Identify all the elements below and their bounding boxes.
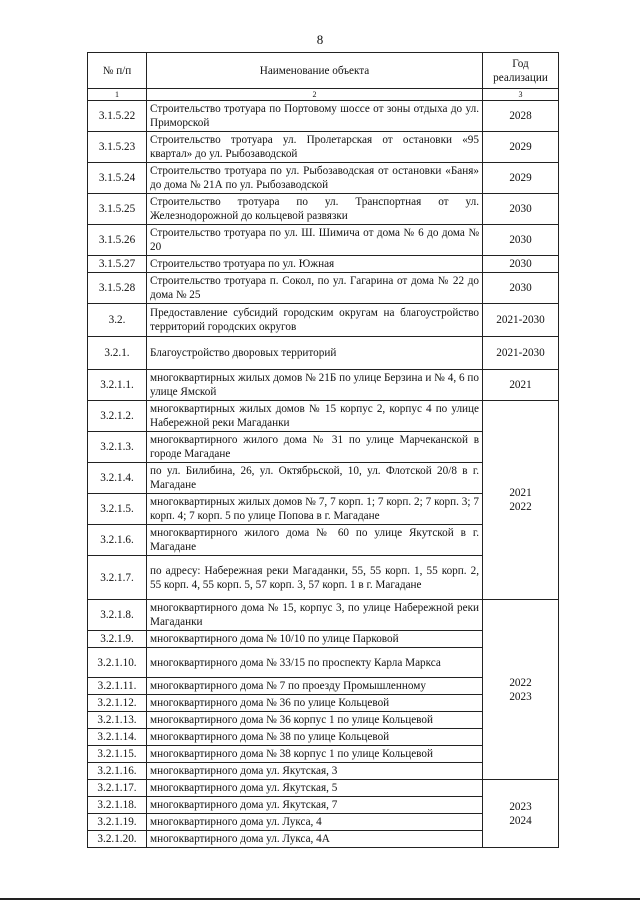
row-object-name: Строительство тротуара ул. Пролетарская от остановки «95 квартал» до ул. Рыбозаводской [147, 132, 483, 163]
table-row [88, 194, 559, 225]
section-row [88, 337, 559, 370]
table-row [88, 401, 559, 432]
row-number: 3.2.1.5. [88, 494, 147, 525]
row-number: 3.2.1.6. [88, 525, 147, 556]
row-number: 3.2.1.14. [88, 729, 147, 746]
row-number: 3.1.5.22 [88, 101, 147, 132]
row-number: 3.1.5.24 [88, 163, 147, 194]
column-number-1: 1 [88, 89, 147, 101]
row-number: 3.2.1.11. [88, 678, 147, 695]
row-number: 3.2.1.10. [88, 648, 147, 678]
row-object-name: многоквартирного дома ул. Якутская, 3 [147, 763, 483, 780]
row-object-name: по ул. Билибина, 26, ул. Октябрьской, 10, ул. Флотской 20/8 в г. Магадане [147, 463, 483, 494]
row-year: 2021 [483, 370, 559, 401]
row-object-name: Строительство тротуара по ул. Рыбозаводская от остановки «Баня» до дома № 21А по ул. Рыбозаводской [147, 163, 483, 194]
group-year-end: 2022 [509, 501, 532, 513]
row-number: 3.2.1.12. [88, 695, 147, 712]
page-number: 8 [316, 32, 324, 47]
row-object-name: многоквартирного жилого дома № 31 по улице Марчеканской в городе Магадане [147, 432, 483, 463]
row-number: 3.2.1.3. [88, 432, 147, 463]
row-number: 3.2.1.7. [88, 556, 147, 600]
row-object-name: многоквартирного дома ул. Лукса, 4А [147, 831, 483, 848]
row-number: 3.2.1.15. [88, 746, 147, 763]
row-object-name: многоквартирного дома ул. Якутская, 5 [147, 780, 483, 797]
header-number: № п/п [88, 53, 147, 89]
subsection-years: 2021-2030 [483, 337, 559, 370]
row-number: 3.2.1.18. [88, 797, 147, 814]
page-bottom-rule [0, 898, 640, 900]
subsection-title: Благоустройство дворовых территорий [147, 337, 483, 370]
table-row [88, 780, 559, 797]
row-object-name: многоквартирного дома № 38 корпус 1 по улице Кольцевой [147, 746, 483, 763]
row-object-name: многоквартирного дома № 7 по проезду Промышленному [147, 678, 483, 695]
row-number: 3.2.1.1. [88, 370, 147, 401]
row-number: 3.2.1.20. [88, 831, 147, 848]
row-year: 2030 [483, 194, 559, 225]
row-number: 3.1.5.27 [88, 256, 147, 273]
header-year: Год реализации [483, 53, 559, 89]
column-number-2: 2 [147, 89, 483, 101]
table-row [88, 273, 559, 304]
subsection-number: 3.2.1. [88, 337, 147, 370]
row-number: 3.2.1.8. [88, 600, 147, 631]
row-object-name: многоквартирного дома ул. Лукса, 4 [147, 814, 483, 831]
row-object-name: Строительство тротуара п. Сокол, по ул. Гагарина от дома № 22 до дома № 25 [147, 273, 483, 304]
table-row [88, 600, 559, 631]
row-number: 3.2.1.19. [88, 814, 147, 831]
table-row [88, 101, 559, 132]
group-year-start: 2021 [509, 487, 532, 499]
column-number-3: 3 [483, 89, 559, 101]
group-year-start: 2022 [509, 676, 532, 689]
row-number: 3.2.1.17. [88, 780, 147, 797]
table-row [88, 370, 559, 401]
section-row [88, 304, 559, 337]
row-number: 3.1.5.23 [88, 132, 147, 163]
section-years: 2021-2030 [483, 304, 559, 337]
row-object-name: Строительство тротуара по ул. Транспортная от ул. Железнодорожной до кольцевой развязки [147, 194, 483, 225]
section-number: 3.2. [88, 304, 147, 337]
group-year-end: 2024 [509, 814, 532, 827]
row-number: 3.1.5.28 [88, 273, 147, 304]
row-object-name: по адресу: Набережная реки Магаданки, 55, 55 корп. 1, 55 корп. 2, 55 корп. 4, 55 корп. 5, 57 корп. 3, 57 корп. 1 в г. Магадане [147, 556, 483, 600]
row-object-name: многоквартирного жилого дома № 60 по улице Якутской в г. Магадане [147, 525, 483, 556]
group-year-start: 2023 [509, 800, 532, 813]
row-year: 2029 [483, 163, 559, 194]
row-year: 2030 [483, 256, 559, 273]
row-year: 2029 [483, 132, 559, 163]
row-number: 3.2.1.4. [88, 463, 147, 494]
row-object-name: многоквартирного дома № 10/10 по улице Парковой [147, 631, 483, 648]
row-year: 2030 [483, 225, 559, 256]
row-number: 3.2.1.2. [88, 401, 147, 432]
row-number: 3.1.5.26 [88, 225, 147, 256]
row-object-name: многоквартирного дома ул. Якутская, 7 [147, 797, 483, 814]
table-header-row [88, 53, 559, 89]
table-row [88, 256, 559, 273]
row-number: 3.2.1.9. [88, 631, 147, 648]
row-object-name: многоквартирных жилых домов № 21Б по улице Берзина и № 4, 6 по улице Ямской [147, 370, 483, 401]
table-row [88, 132, 559, 163]
group-years [483, 780, 559, 848]
row-object-name: Строительство тротуара по Портовому шоссе от зоны отдыха до ул. Приморской [147, 101, 483, 132]
row-object-name: Строительство тротуара по ул. Ш. Шимича от дома № 6 до дома № 20 [147, 225, 483, 256]
row-object-name: Строительство тротуара по ул. Южная [147, 256, 483, 273]
column-number-row [88, 89, 559, 101]
row-object-name: многоквартирного дома № 36 по улице Кольцевой [147, 695, 483, 712]
row-number: 3.1.5.25 [88, 194, 147, 225]
row-object-name: многоквартирных жилых домов № 15 корпус 2, корпус 4 по улице Набережной реки Магаданки [147, 401, 483, 432]
row-year: 2028 [483, 101, 559, 132]
section-title: Предоставление субсидий городским округам на благоустройство территорий городских округов [147, 304, 483, 337]
objects-table [87, 52, 559, 848]
row-object-name: многоквартирного дома № 15, корпус 3, по улице Набережной реки Магаданки [147, 600, 483, 631]
row-number: 3.2.1.16. [88, 763, 147, 780]
row-object-name: многоквартирных жилых домов № 7, 7 корп. 1; 7 корп. 2; 7 корп. 3; 7 корп. 4; 7 корп. 5 по улице Попова в г. Магадане [147, 494, 483, 525]
table-row [88, 163, 559, 194]
header-object-name: Наименование объекта [147, 53, 483, 89]
table-row [88, 225, 559, 256]
row-object-name: многоквартирного дома № 36 корпус 1 по улице Кольцевой [147, 712, 483, 729]
row-year: 2030 [483, 273, 559, 304]
group-year-end: 2023 [509, 690, 532, 703]
row-number: 3.2.1.13. [88, 712, 147, 729]
group-years [483, 401, 559, 600]
row-object-name: многоквартирного дома № 33/15 по проспекту Карла Маркса [147, 648, 483, 678]
row-object-name: многоквартирного дома № 38 по улице Кольцевой [147, 729, 483, 746]
group-years [483, 600, 559, 780]
